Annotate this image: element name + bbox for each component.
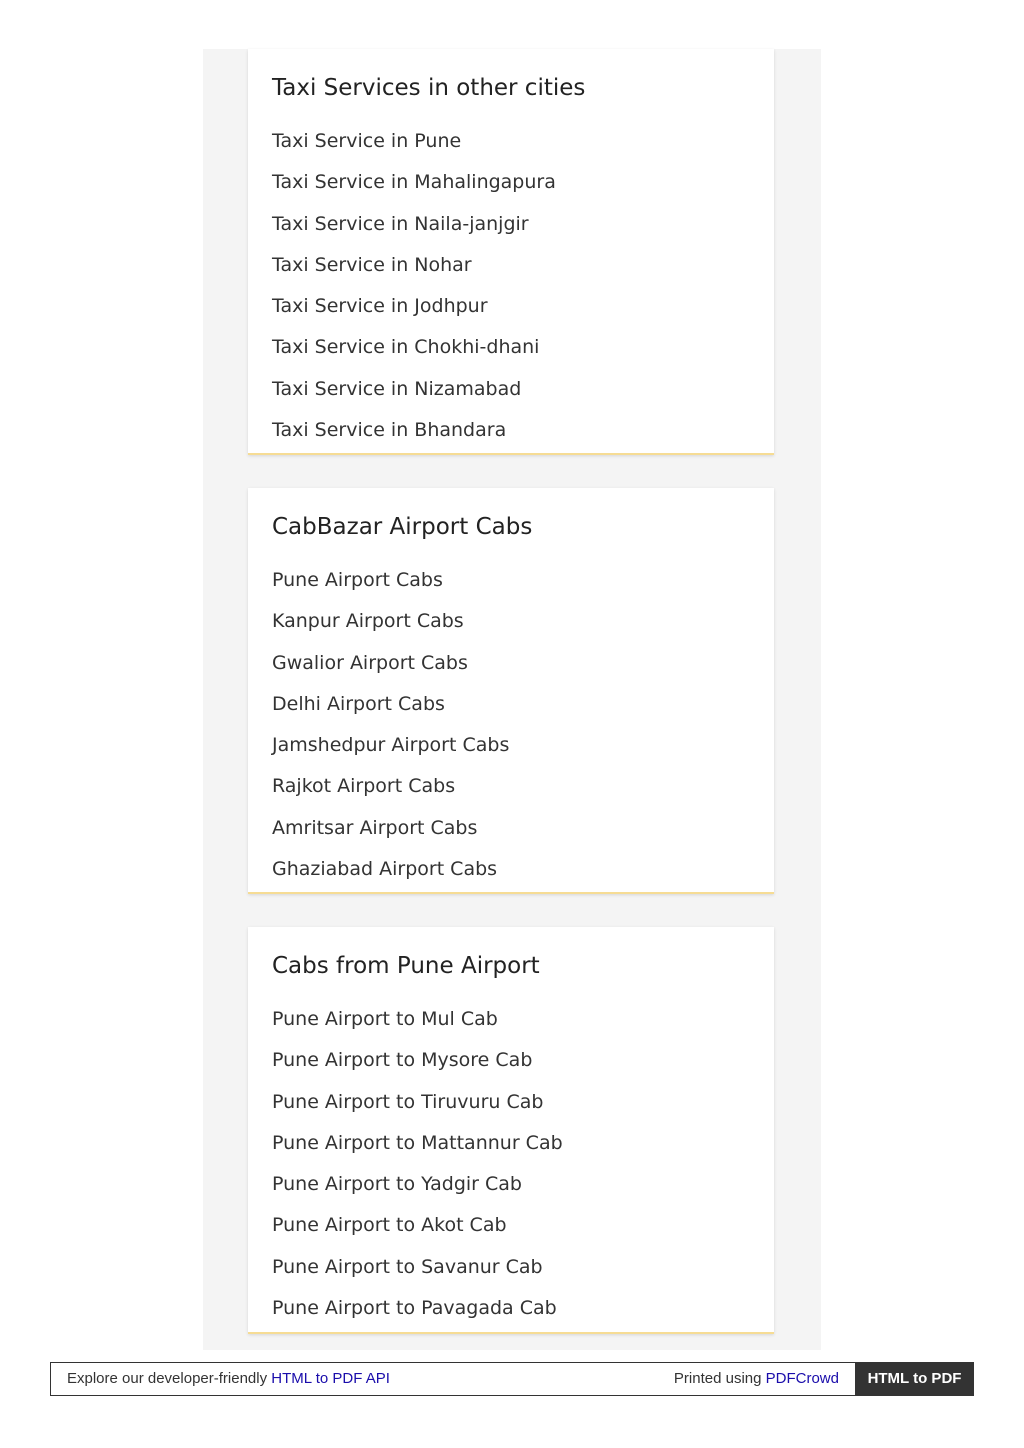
pdf-footer-bar [50, 1362, 974, 1396]
pdfcrowd-link[interactable]: PDFCrowd [765, 1370, 839, 1387]
list-item[interactable]: Pune Airport to Mattannur Cab [272, 1131, 563, 1154]
list-item[interactable]: Pune Airport to Mul Cab [272, 1008, 498, 1030]
html-to-pdf-api-link[interactable]: HTML to PDF API [271, 1370, 390, 1387]
taxi-services-list [272, 127, 774, 442]
section-title: Cabs from Pune Airport [272, 953, 540, 979]
list-item[interactable]: Jamshedpur Airport Cabs [272, 734, 510, 757]
list-item[interactable]: Rajkot Airport Cabs [272, 775, 456, 798]
list-item[interactable]: Pune Airport to Yadgir Cab [272, 1173, 522, 1196]
airport-cabs-list [272, 566, 774, 881]
list-item[interactable]: Ghaziabad Airport Cabs [272, 858, 498, 881]
list-item[interactable]: Delhi Airport Cabs [272, 692, 445, 715]
list-item[interactable]: Pune Airport to Akot Cab [272, 1214, 507, 1237]
list-item[interactable]: Taxi Service in Nizamabad [272, 377, 522, 400]
list-item[interactable]: Gwalior Airport Cabs [272, 651, 468, 674]
section-title: CabBazar Airport Cabs [272, 514, 533, 540]
list-item[interactable]: Taxi Service in Bhandara [272, 419, 507, 442]
list-item[interactable]: Taxi Service in Chokhi-dhani [272, 336, 540, 359]
list-item[interactable]: Pune Airport to Savanur Cab [272, 1255, 543, 1278]
footer-explore [67, 1363, 390, 1395]
list-item[interactable]: Pune Airport Cabs [272, 569, 443, 591]
list-item[interactable]: Taxi Service in Mahalingapura [272, 171, 556, 194]
list-item[interactable]: Pune Airport to Tiruvuru Cab [272, 1090, 544, 1113]
footer-printed [674, 1363, 839, 1395]
taxi-services-card [248, 49, 774, 455]
footer-explore-text: Explore our developer-friendly [67, 1370, 268, 1387]
section-title: Taxi Services in other cities [272, 75, 586, 101]
airport-cabs-card [248, 488, 774, 894]
list-item[interactable]: Pune Airport to Pavagada Cab [272, 1297, 557, 1320]
list-item[interactable]: Taxi Service in Pune [272, 130, 462, 152]
list-item[interactable]: Taxi Service in Nohar [272, 253, 472, 276]
pune-airport-cabs-card [248, 927, 774, 1334]
list-item[interactable]: Pune Airport to Mysore Cab [272, 1049, 533, 1072]
list-item[interactable]: Taxi Service in Jodhpur [272, 295, 488, 318]
html-to-pdf-badge[interactable]: HTML to PDF [855, 1362, 974, 1396]
footer-printed-text: Printed using [673, 1370, 762, 1387]
list-item[interactable]: Taxi Service in Naila-janjgir [272, 212, 529, 235]
pune-airport-routes-list [272, 1005, 774, 1320]
list-item[interactable]: Kanpur Airport Cabs [272, 610, 464, 633]
list-item[interactable]: Amritsar Airport Cabs [272, 816, 478, 839]
